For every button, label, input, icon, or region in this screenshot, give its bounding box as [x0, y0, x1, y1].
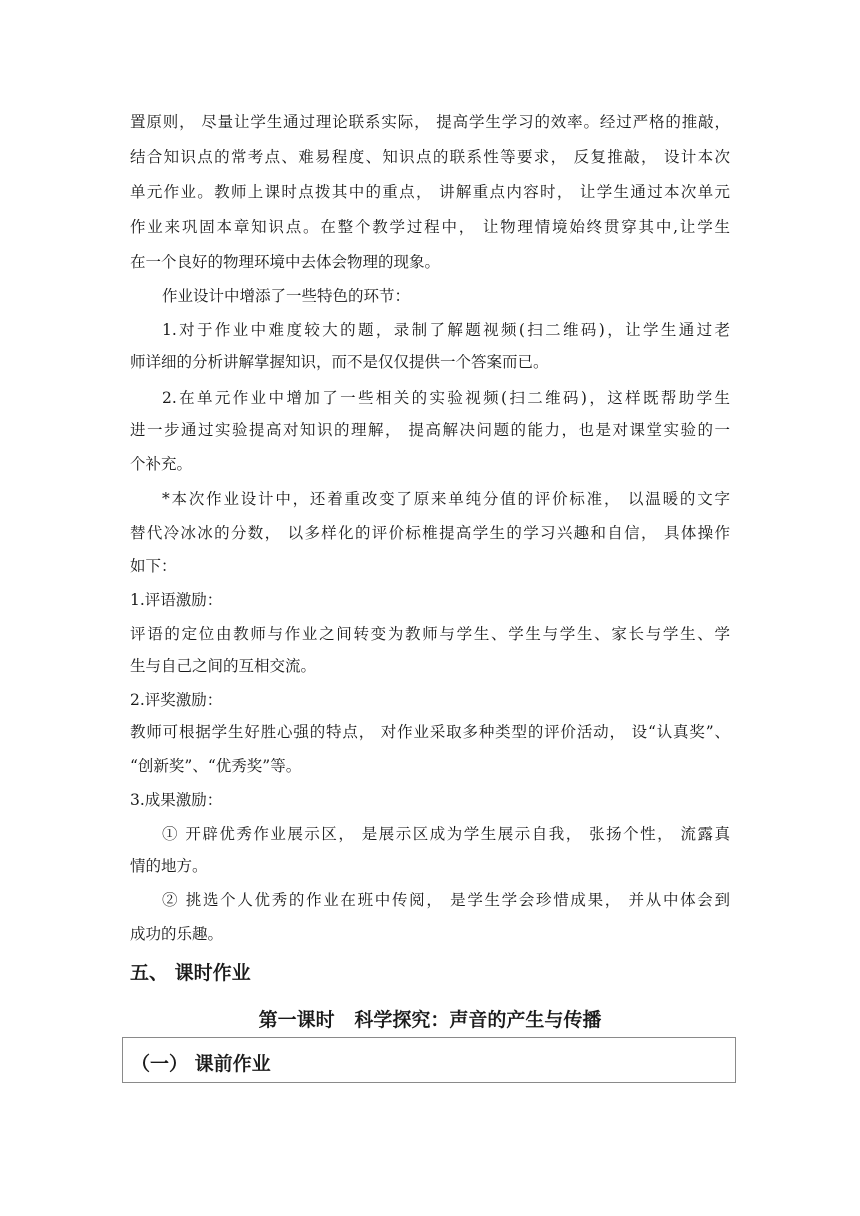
paragraph-line: 单元作业。教师上课时点拨其中的重点， 讲解重点内容时， 让学生通过本次单元	[130, 183, 730, 201]
paragraph-line: 评语的定位由教师与作业之间转变为教师与学生、学生与学生、家长与学生、学	[130, 625, 730, 643]
box-title: （一） 课前作业	[131, 1053, 271, 1075]
paragraph-line: 情的地方。	[130, 857, 208, 875]
paragraph-line: 师详细的分析讲解掌握知识，而不是仅仅提供一个答案而已。	[130, 353, 549, 371]
paragraph-line: “创新奖”、“优秀奖”等。	[130, 757, 302, 775]
paragraph-line: 教师可根据学生好胜心强的特点， 对作业采取多种类型的评价活动， 设“认真奖”、	[130, 723, 730, 741]
pre-class-homework-box	[122, 1037, 736, 1083]
paragraph-line: 2.在单元作业中增加了一些相关的实验视频(扫二维码)，这样既帮助学生	[162, 389, 730, 407]
paragraph-line: 成功的乐趣。	[130, 925, 224, 943]
paragraph-line: ② 挑选个人优秀的作业在班中传阅， 是学生学会珍惜成果， 并从中体会到	[162, 891, 730, 909]
item-title: 2.评奖激励：	[130, 691, 223, 709]
paragraph-line: 替代冷冰冰的分数， 以多样化的评价标椎提高学生的学习兴趣和自信， 具体操作	[130, 524, 730, 542]
item-title: 1.评语激励：	[130, 591, 223, 609]
paragraph-line: 1.对于作业中难度较大的题，录制了解题视频(扫二维码)，让学生通过老	[162, 321, 730, 339]
section-heading: 五、 课时作业	[130, 962, 251, 984]
item-title: 3.成果激励：	[130, 791, 223, 809]
paragraph-line: *本次作业设计中，还着重改变了原来单纯分值的评价标准， 以温暖的文字	[162, 490, 730, 508]
paragraph-line: 结合知识点的常考点、难易程度、知识点的联系性等要求， 反复推敲， 设计本次	[130, 148, 730, 166]
paragraph-line: 在一个良好的物理环境中去体会物理的现象。	[130, 253, 441, 271]
paragraph-line: 作业来巩固本章知识点。在整个教学过程中， 让物理情境始终贯穿其中,让学生	[130, 218, 730, 236]
paragraph-line: ① 开辟优秀作业展示区， 是展示区成为学生展示自我， 张扬个性， 流露真	[162, 825, 730, 843]
paragraph-line: 作业设计中增添了一些特色的环节：	[162, 287, 411, 305]
paragraph-line: 生与自己之间的互相交流。	[130, 657, 317, 675]
paragraph-line: 进一步通过实验提高对知识的理解， 提高解决问题的能力，也是对课堂实验的一	[130, 421, 730, 439]
paragraph-line: 如下：	[130, 557, 177, 575]
paragraph-line: 置原则， 尽量让学生通过理论联系实际， 提高学生学习的效率。经过严格的推敲，	[130, 113, 730, 131]
lesson-title: 第一课时 科学探究：声音的产生与传播	[258, 1009, 602, 1031]
paragraph-line: 个补充。	[130, 455, 193, 473]
